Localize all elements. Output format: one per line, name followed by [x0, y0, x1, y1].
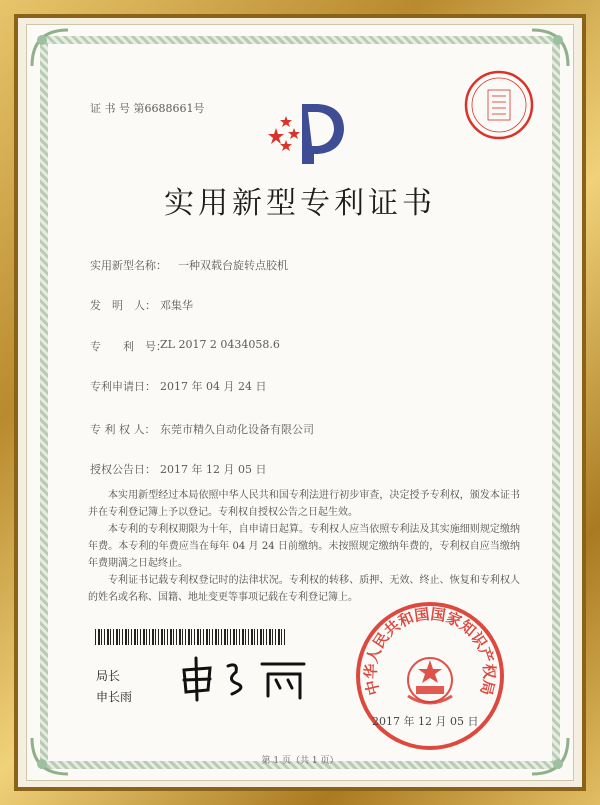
field-value-grant-date: 2017 年 12 月 05 日	[160, 463, 267, 476]
patent-office-logo-icon	[262, 96, 354, 168]
small-seal-icon	[462, 68, 536, 142]
certificate-number: 证 书 号 第6688661号	[90, 102, 205, 115]
field-value-inventor: 邓集华	[160, 299, 193, 312]
body-paragraph: 专利证书记载专利权登记时的法律状况。专利权的转移、质押、无效、终止、恢复和专利权人的姓名或名称、国籍、地址变更等事项记载在专利登记簿上。	[88, 575, 520, 603]
director-name: 申长雨	[96, 690, 133, 704]
field-label: 实用新型名称：	[90, 259, 167, 272]
field-label: 发 明 人：	[90, 299, 156, 312]
corner-ornament-icon	[30, 28, 70, 68]
certificate-title: 实用新型专利证书	[164, 186, 436, 221]
body-paragraph: 本实用新型经过本局依照中华人民共和国专利法进行初步审查，决定授予专利权，颁发本证书并在专利登记簿上予以登记。专利权自授权公告之日起生效。	[88, 490, 520, 518]
issue-date: 2017 年 12 月 05 日	[372, 715, 479, 728]
field-value-patentee: 东莞市精久自动化设备有限公司	[160, 423, 314, 436]
field-value-application-date: 2017 年 04 月 24 日	[160, 380, 267, 393]
svg-text:中华人民共和国国家知识产权局: 中华人民共和国国家知识产权局	[361, 605, 499, 698]
director-signature-icon	[176, 654, 316, 702]
field-value-utility-model-name: 一种双载台旋转点胶机	[178, 259, 288, 272]
page-info: 第 1 页（共 1 页）	[261, 756, 339, 766]
field-label: 专利申请日：	[90, 380, 156, 393]
field-label: 专 利 号：	[90, 340, 167, 353]
field-value-patent-number: ZL 2017 2 0434058.6	[160, 338, 280, 351]
director-title: 局长	[96, 669, 121, 683]
field-label: 专 利 权 人：	[90, 423, 156, 436]
official-seal-icon	[350, 596, 510, 756]
barcode	[95, 629, 285, 645]
corner-ornament-icon	[530, 28, 570, 68]
body-paragraph: 本专利的专利权期限为十年，自申请日起算。专利权人应当依照专利法及其实施细则规定缴纳年费。本专利的年费应当在每年 04 月 24 日前缴纳。未按照规定缴纳年费的，专利权自应当缴纳年费期满之日起终止。	[88, 524, 520, 569]
field-label: 授权公告日：	[90, 463, 156, 476]
